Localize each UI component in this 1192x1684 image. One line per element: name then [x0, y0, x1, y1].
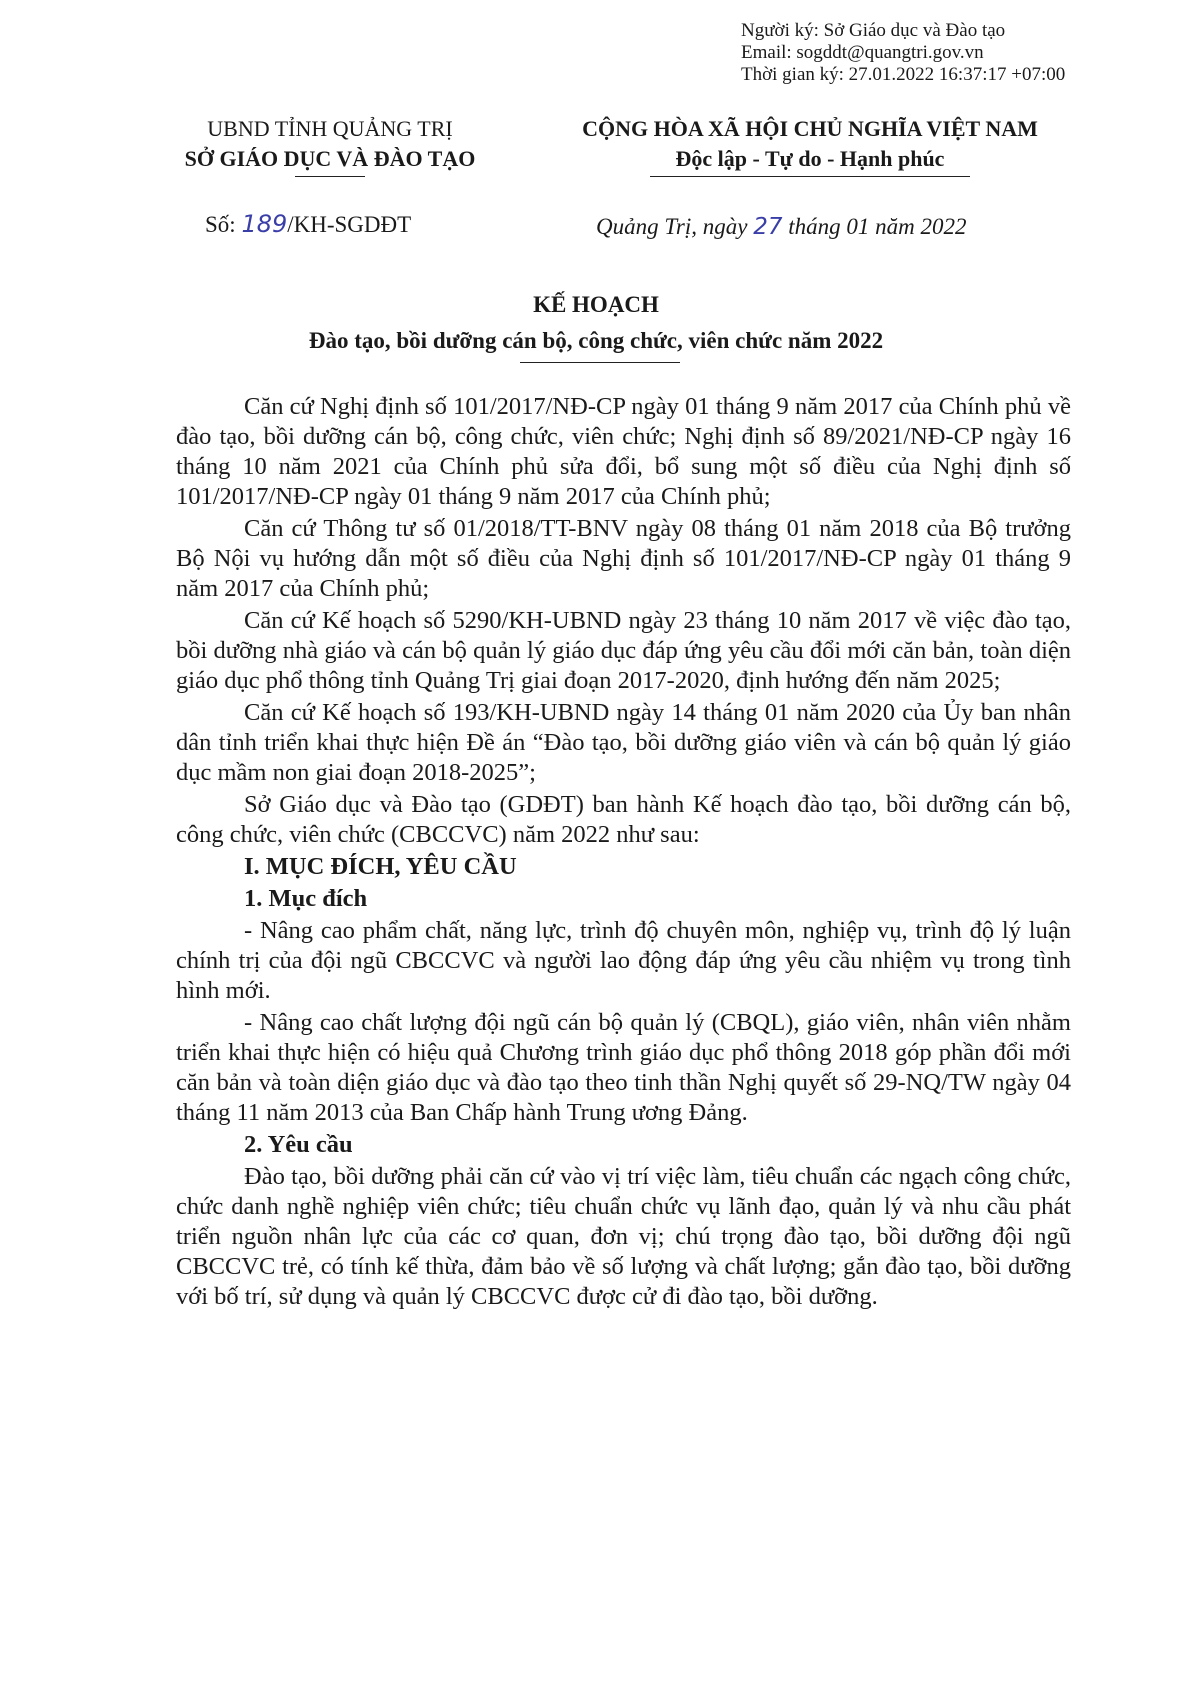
national-motto: Độc lập - Tự do - Hạnh phúc — [675, 146, 945, 171]
doc-number-prefix: Số: — [205, 212, 236, 237]
issuing-agency — [140, 114, 520, 177]
place-date-before: Quảng Trị, ngày — [596, 214, 748, 239]
signature-time: Thời gian ký: 27.01.2022 16:37:17 +07:00 — [741, 64, 1066, 85]
document-number — [205, 210, 411, 238]
requirement-paragraph: Đào tạo, bồi dưỡng phải căn cứ vào vị trí việc làm, tiêu chuẩn các ngạch công chức, chức danh nghề nghiệp viên chức; tiêu chuẩn chức vụ lãnh đạo, quản lý và nhu cầu phát triển nguồn nhân lực của các cơ quan, đơn vị; chú trọng đào tạo, bồi dưỡng đội ngũ CBCCVC trẻ, có tính kế thừa, đảm bảo về số lượng và chất lượng; gắn đào tạo, bồi dưỡng với bố trí, sử dụng và quản lý CBCCVC được cử đi đào tạo, bồi dưỡng. — [176, 1163, 1071, 1310]
signature-email: Email: sogddt@quangtri.gov.vn — [741, 42, 984, 63]
document-type: KẾ HOẠCH — [533, 292, 659, 317]
basis-paragraph: Căn cứ Kế hoạch số 5290/KH-UBND ngày 23 tháng 10 năm 2017 về việc đào tạo, bồi dưỡng nhà giáo và cán bộ quản lý giáo dục đáp ứng yêu cầu đổi mới căn bản, toàn diện giáo dục phổ thông tỉnh Quảng Trị giai đoạn 2017-2020, định hướng đến năm 2025; — [176, 607, 1071, 694]
digital-signature-block — [741, 20, 1065, 86]
agency-name: SỞ GIÁO DỤC VÀ ĐÀO TẠO — [184, 146, 476, 171]
basis-paragraph: Căn cứ Nghị định số 101/2017/NĐ-CP ngày 01 tháng 9 năm 2017 của Chính phủ về đào tạo, bồi dưỡng cán bộ, công chức, viên chức; Nghị định số 89/2021/NĐ-CP ngày 16 tháng 10 năm 2021 của Chính phủ sửa đổi, bổ sung một số điều của Nghị định số 101/2017/NĐ-CP ngày 01 tháng 9 năm 2017 của Chính phủ; — [176, 393, 1071, 510]
section-heading: I. MỤC ĐÍCH, YÊU CẦU — [244, 853, 517, 880]
place-date — [596, 214, 966, 240]
basis-paragraph: Căn cứ Thông tư số 01/2018/TT-BNV ngày 08 tháng 01 năm 2018 của Bộ trưởng Bộ Nội vụ hướng dẫn một số điều của Nghị định số 101/2017/NĐ-CP ngày 01 tháng 9 năm 2017 của Chính phủ; — [176, 515, 1071, 602]
document-subject: Đào tạo, bồi dưỡng cán bộ, công chức, viên chức năm 2022 — [308, 328, 884, 353]
doc-number-handwritten: 189 — [241, 210, 288, 238]
purpose-item: - Nâng cao phẩm chất, năng lực, trình độ chuyên môn, nghiệp vụ, trình độ lý luận chính trị của đội ngũ CBCCVC và người lao động đáp ứng yêu cầu nhiệm vụ trong tình hình mới. — [176, 917, 1071, 1004]
national-header — [520, 114, 1100, 177]
subsection-heading: 2. Yêu cầu — [244, 1131, 353, 1158]
subsection-heading: 1. Mục đích — [244, 885, 368, 912]
purpose-item: - Nâng cao chất lượng đội ngũ cán bộ quản lý (CBQL), giáo viên, nhân viên nhằm triển khai thực hiện có hiệu quả Chương trình giáo dục phổ thông 2018 góp phần đổi mới căn bản và toàn diện giáo dục và đào tạo theo tinh thần Nghị quyết số 29-NQ/TW ngày 04 tháng 11 năm 2013 của Ban Chấp hành Trung ương Đảng. — [176, 1009, 1071, 1126]
agency-underline — [295, 176, 365, 177]
handwritten-day: 27 — [753, 214, 783, 240]
doc-number-suffix: /KH-SGDĐT — [287, 212, 412, 237]
motto-underline — [650, 176, 970, 177]
place-date-after: tháng 01 năm 2022 — [788, 214, 967, 239]
agency-parent: UBND TỈNH QUẢNG TRỊ — [207, 116, 453, 141]
intro-paragraph: Sở Giáo dục và Đào tạo (GDĐT) ban hành Kế hoạch đào tạo, bồi dưỡng cán bộ, công chức, viên chức (CBCCVC) năm 2022 như sau: — [176, 791, 1071, 848]
title-underline — [520, 362, 680, 363]
basis-paragraph: Căn cứ Kế hoạch số 193/KH-UBND ngày 14 tháng 01 năm 2020 của Ủy ban nhân dân tỉnh triển khai thực hiện Đề án “Đào tạo, bồi dưỡng giáo viên và cán bộ quản lý giáo dục mầm non giai đoạn 2018-2025”; — [176, 699, 1071, 786]
signature-signer: Người ký: Sở Giáo dục và Đào tạo — [741, 20, 1006, 41]
document-body — [176, 392, 1071, 1314]
nation-name: CỘNG HÒA XÃ HỘI CHỦ NGHĨA VIỆT NAM — [582, 116, 1038, 141]
